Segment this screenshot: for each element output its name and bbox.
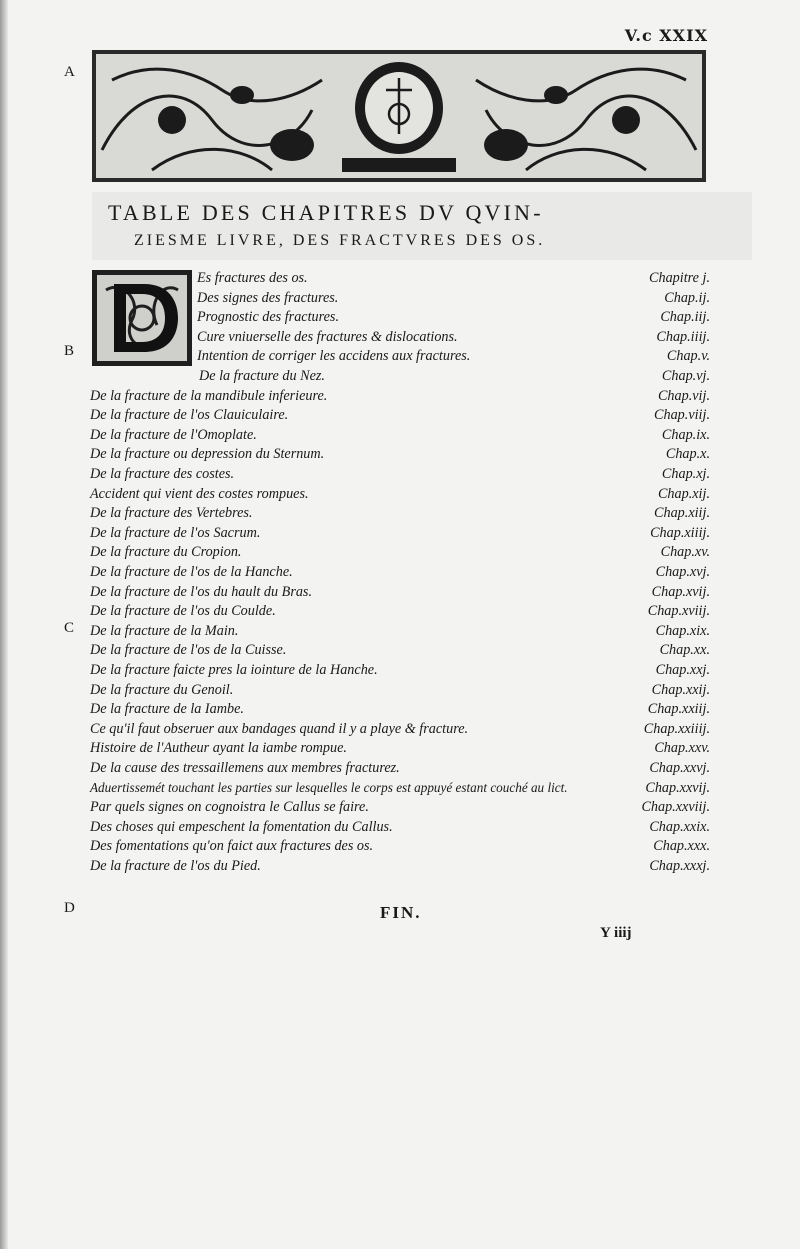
toc-row <box>0 819 800 839</box>
toc-entry-title: Histoire de l'Autheur ayant la iambe rompue. <box>90 740 347 757</box>
toc-row <box>0 760 800 780</box>
toc-entry-title: Accident qui vient des costes rompues. <box>90 485 309 502</box>
toc-row <box>0 525 800 545</box>
margin-letter-c: C <box>64 620 75 636</box>
toc-row <box>0 662 800 682</box>
page-title <box>92 200 752 250</box>
toc-entry-chapter: Chap.xxiiij. <box>643 720 710 737</box>
toc-entry-title: De la fracture faicte pres la iointure de la Hanche. <box>90 662 378 678</box>
toc-entry-chapter: Chap.x. <box>665 446 710 463</box>
toc-entry-title: De la fracture ou depression du Sternum. <box>90 446 325 463</box>
toc-entry-chapter: Chap.xvij. <box>651 583 710 600</box>
toc-row <box>0 740 800 760</box>
toc-entry-chapter: Chap.iij. <box>660 309 710 326</box>
toc-entry-title: Ce qu'il faut obseruer aux bandages quand il y a playe & fracture. <box>90 720 469 737</box>
toc-entry-chapter: Chap.xxx. <box>653 838 710 855</box>
toc-entry-chapter: Chap.v. <box>666 348 710 365</box>
toc-entry-title: De la fracture du Genoil. <box>90 681 234 698</box>
toc-entry-chapter: Chap.viij. <box>654 407 710 424</box>
toc-row <box>0 329 800 349</box>
toc-entry-chapter: Chap.xxviij. <box>641 799 710 816</box>
toc-entry-title: Des fomentations qu'on faict aux fractures des os. <box>90 838 374 855</box>
toc-entry-chapter: Chap.xxix. <box>649 818 710 835</box>
folio-number: V.c XXIX <box>624 26 708 45</box>
toc-row <box>0 858 800 878</box>
toc-entry-chapter: Chap.vj. <box>661 368 710 384</box>
toc-entry-title: De la fracture de l'os Sacrum. <box>90 524 261 541</box>
toc-entry-title: De la fracture de l'os du Pied. <box>90 858 261 874</box>
title-line-1: TABLE DES CHAPITRES DV QVIN- <box>108 200 544 225</box>
toc-entry-chapter: Chap.xviij. <box>647 603 710 620</box>
toc-row <box>0 564 800 584</box>
toc-entry-title: De la fracture de l'os Clauiculaire. <box>90 407 289 424</box>
toc-entry-chapter: Chap.xxiij. <box>647 701 710 718</box>
toc-entry-title: Prognostic des fractures. <box>197 309 339 326</box>
toc-row <box>0 446 800 466</box>
toc-row <box>0 388 800 408</box>
margin-letter-a: A <box>64 64 75 80</box>
toc-entry-title: Aduertissemét touchant les parties sur lesquelles le corps est appuyé estant couché au lict. <box>90 779 568 795</box>
margin-letter-d: D <box>64 900 75 916</box>
toc-entry-chapter: Chap.xiij. <box>654 505 710 522</box>
toc-entry-title: De la fracture de l'os du Coulde. <box>90 603 276 620</box>
toc-entry-chapter: Chap.xxvij. <box>645 779 710 796</box>
toc-row <box>0 721 800 741</box>
toc-entry-chapter: Chap.ix. <box>661 426 710 443</box>
toc-row <box>0 505 800 525</box>
toc-entry-chapter: Chapitre j. <box>649 270 710 286</box>
toc-row <box>0 309 800 329</box>
toc-row <box>0 642 800 662</box>
toc-entry-chapter: Chap.xx. <box>659 642 710 659</box>
toc-entry-title: Des signes des fractures. <box>197 289 339 306</box>
toc-entry-title: Es fractures des os. <box>197 270 308 286</box>
toc-entry-title: De la fracture de la mandibule inferieure. <box>90 387 328 404</box>
toc-row <box>0 623 800 643</box>
toc-entry-chapter: Chap.xv. <box>660 544 710 561</box>
toc-row <box>0 407 800 427</box>
toc-entry-title: De la cause des tressaillemens aux membres fracturez. <box>90 760 400 776</box>
toc-row <box>0 584 800 604</box>
toc-entry-chapter: Chap.xxv. <box>654 740 710 757</box>
toc-entry-title: Intention de corriger les accidens aux fractures. <box>197 348 471 365</box>
toc-row <box>0 466 800 486</box>
signature-mark: Y iiij <box>600 925 632 941</box>
margin-letter-b: B <box>64 343 75 359</box>
toc-entry-title: De la fracture de l'os de la Cuisse. <box>90 642 287 659</box>
toc-entry-chapter: Chap.xvj. <box>655 564 710 580</box>
woodcut-headpiece-icon <box>92 50 706 182</box>
toc-entry-chapter: Chap.xxj. <box>655 662 710 678</box>
toc-entry-title: Par quels signes on cognoistra le Callus se faire. <box>90 799 369 816</box>
toc-entry-chapter: Chap.xix. <box>655 622 710 639</box>
toc-row <box>0 486 800 506</box>
toc-entry-title: De la fracture de la Main. <box>90 622 239 639</box>
toc-row <box>0 780 800 800</box>
toc-entry-chapter: Chap.xxxj. <box>649 858 710 874</box>
toc-entry-title: De la fracture de l'os du hault du Bras. <box>90 583 313 600</box>
toc-entry-chapter: Chap.vij. <box>657 387 710 404</box>
toc-row <box>0 348 800 368</box>
toc-row <box>0 368 800 388</box>
toc-row <box>0 799 800 819</box>
toc-row <box>0 701 800 721</box>
toc-entry-title: De la fracture de l'os de la Hanche. <box>90 564 293 580</box>
toc-row <box>0 603 800 623</box>
toc-entry-title: De la fracture de la Iambe. <box>90 701 244 718</box>
toc-entry-title: De la fracture du Cropion. <box>90 544 242 561</box>
toc-entry-chapter: Chap.xiiij. <box>650 524 710 541</box>
toc-entry-title: Cure vniuerselle des fractures & dislocations. <box>197 328 458 345</box>
toc-entry-title: De la fracture des costes. <box>90 466 235 482</box>
toc-row <box>0 682 800 702</box>
toc-entry-title: De la fracture des Vertebres. <box>90 505 253 522</box>
toc-entry-chapter: Chap.iiij. <box>656 328 710 345</box>
toc-entry-chapter: Chap.xxvj. <box>649 760 710 776</box>
fin-label: FIN. <box>380 903 422 922</box>
toc-row <box>0 838 800 858</box>
toc-row <box>0 544 800 564</box>
title-line-2: ZIESME LIVRE, DES FRACTVRES DES OS. <box>134 232 546 249</box>
toc-row <box>0 270 800 290</box>
toc-entry-title: Des choses qui empeschent la fomentation du Callus. <box>90 818 393 835</box>
toc-row <box>0 427 800 447</box>
toc-entry-chapter: Chap.xxij. <box>651 681 710 698</box>
toc-entry-chapter: Chap.xj. <box>661 466 710 482</box>
toc-row <box>0 290 800 310</box>
toc-entry-chapter: Chap.ij. <box>664 289 710 306</box>
toc-entry-chapter: Chap.xij. <box>657 485 710 502</box>
toc-entry-title: De la fracture du Nez. <box>199 368 325 384</box>
toc-entry-title: De la fracture de l'Omoplate. <box>90 426 257 443</box>
